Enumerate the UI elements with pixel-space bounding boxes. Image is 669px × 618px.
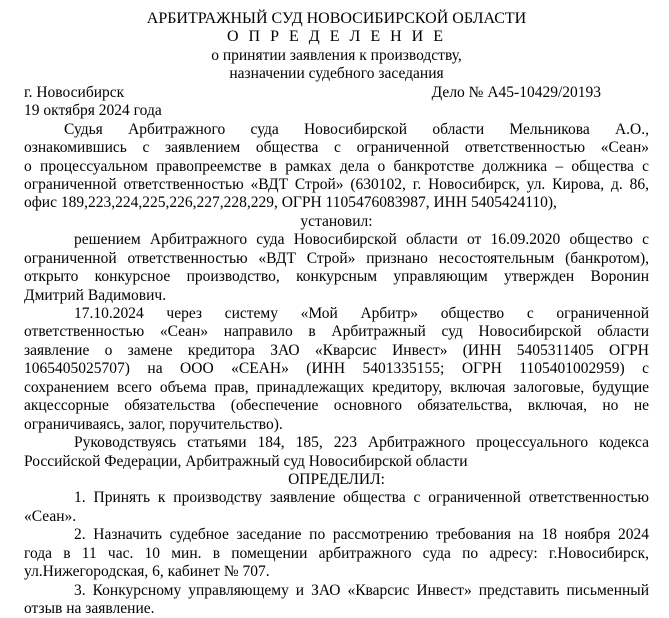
- case-number: Дело № А45-10429/20193: [431, 84, 601, 101]
- ruling-item-2-line: года в 11 час. 10 мин. в помещении арбитражного суда по адресу: г.Новосибирск,: [24, 545, 649, 562]
- established-heading: установил:: [300, 213, 373, 230]
- intro-line: о процессуальном правопреемстве в рамках дела о банкротстве должника – общества с: [24, 158, 649, 175]
- ruling-item-1-line: 1. Принять к производству заявление общества с ограниченной ответственностью: [74, 489, 649, 506]
- para1-line: Дмитрий Вадимович.: [24, 287, 167, 304]
- para2-line: ответственностью «Сеан» направило в Арбитражный суд Новосибирской области: [24, 323, 649, 340]
- para2-line: 1065405025707) на ООО «СЕАН» (ИНН 5401335155; ОГРН 1105401002959) с: [24, 360, 649, 377]
- intro-line: офис 189,223,224,225,226,227,228,229, ОГРН 1105476083987, ИНН 5405424110),: [24, 194, 557, 211]
- para1-line: ограниченной ответственностью «ВДТ Строй» признано несостоятельным (банкротом),: [24, 250, 649, 267]
- para1-line: решением Арбитражного суда Новосибирской области от 16.09.2020 общество с: [74, 231, 649, 248]
- place-and-case-row: [24, 83, 649, 102]
- ruling-item-3-line: отзыв на заявление.: [24, 600, 155, 617]
- para2-line: ограничиваясь, залог, поручительство).: [24, 416, 283, 433]
- para2-line: сохранением всего объема прав, принадлежащих кредитору, включая залоговые, будущие: [24, 379, 649, 396]
- ruling-item-1-line: «Сеан».: [24, 508, 77, 525]
- city: г. Новосибирск: [24, 84, 125, 101]
- para3-line: Российской Федерации, Арбитражный суд Новосибирской области: [24, 453, 468, 470]
- para2-line: заявление о замене кредитора ЗАО «Кварсис Инвест» (ИНН 5405311405 ОГРН: [24, 342, 649, 359]
- intro-line: Судья Арбитражного суда Новосибирской области Мельникова А.О.,: [64, 121, 649, 138]
- document-type: О П Р Е Д Е Л Е Н И Е: [227, 28, 446, 45]
- ruling-item-2-line: ул.Нижегородская, 6, кабинет № 707.: [24, 563, 270, 580]
- ruling-item-2-line: 2. Назначить судебное заседание по рассмотрению требования на 18 ноября 2024: [74, 526, 649, 543]
- para3-line: Руководствуясь статьями 184, 185, 223 Арбитражного процессуального кодекса: [74, 434, 649, 451]
- document-date: 19 октября 2024 года: [24, 102, 162, 119]
- intro-line: ознакомившись с заявлением общества с ограниченной ответственностью «Сеан»: [24, 139, 649, 156]
- para2-line: акцессорные обязательства (обеспечение основного обязательства, включая, но не: [24, 397, 649, 414]
- para2-line: 17.10.2024 через систему «Мой Арбитр» общество с ограниченной: [74, 305, 649, 322]
- intro-line: ограниченной ответственностью «ВДТ Строй» (630102, г. Новосибирск, ул. Кирова, д. 86,: [24, 176, 649, 193]
- document-subject-line-1: о принятии заявления к производству,: [211, 47, 462, 64]
- determined-heading: ОПРЕДЕЛИЛ:: [288, 471, 385, 488]
- para1-line: открыто конкурсное производство, конкурсным управляющим утвержден Воронин: [24, 268, 649, 285]
- court-name: АРБИТРАЖНЫЙ СУД НОВОСИБИРСКОЙ ОБЛАСТИ: [146, 10, 527, 27]
- document-subject-line-2: назначении судебного заседания: [229, 65, 444, 82]
- ruling-item-3-line: 3. Конкурсному управляющему и ЗАО «Кварсис Инвест» представить письменный: [74, 582, 649, 599]
